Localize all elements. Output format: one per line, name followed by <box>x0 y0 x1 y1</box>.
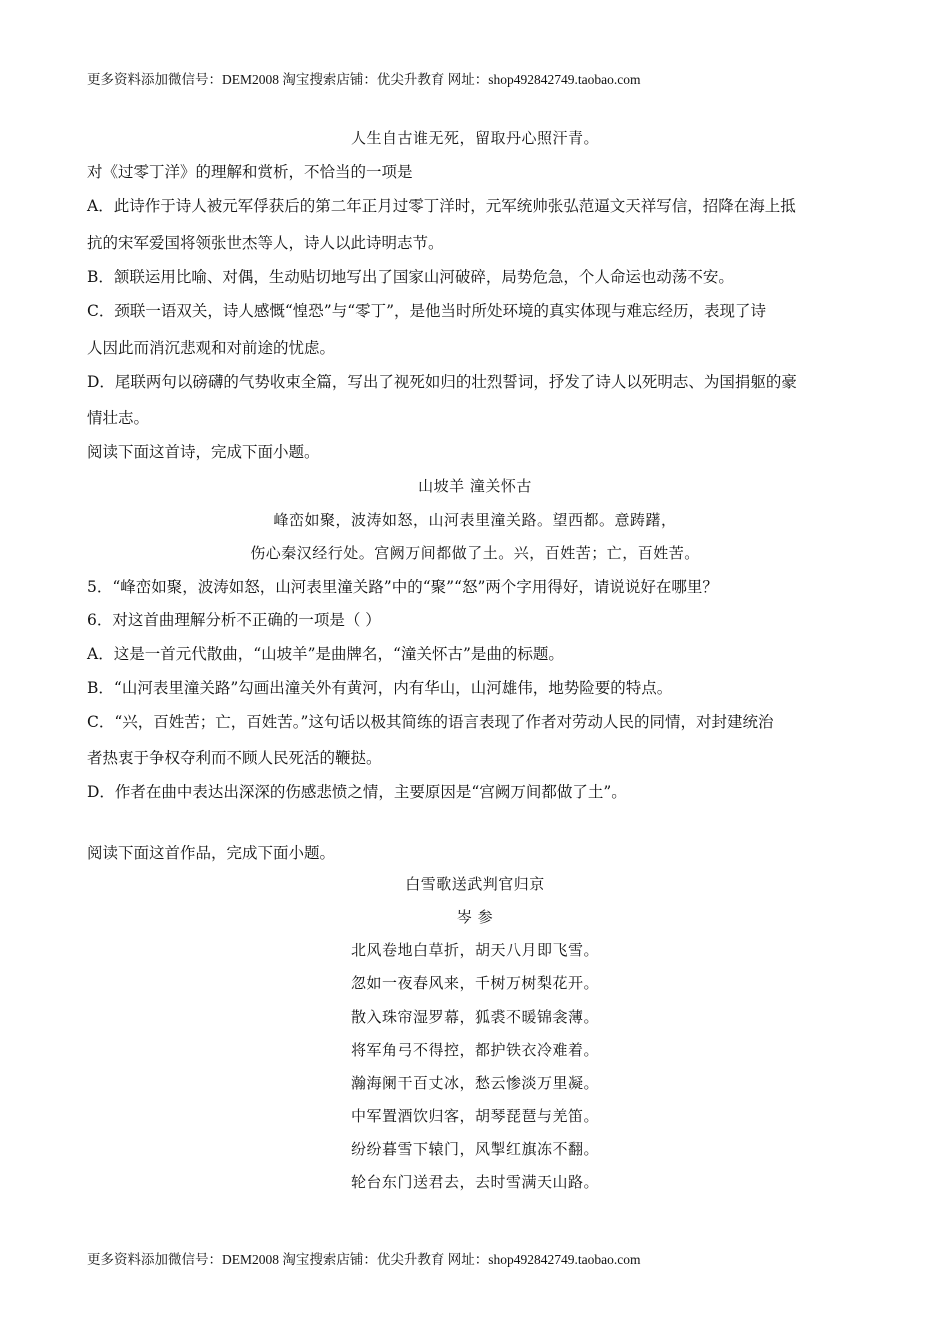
poem3-title: 白雪歌送武判官归京 <box>405 875 545 893</box>
page-footer: 更多资料添加微信号：DEM2008 淘宝搜索店铺：优尖升教育 网址：shop492842749.taobao.com <box>87 1252 641 1267</box>
poem3-author: 岑 参 <box>456 908 494 926</box>
option-a-line-1: A．此诗作于诗人被元军俘获后的第二年正月过零丁洋时，元军统帅张弘范逼文天祥写信，招降在海上抵 <box>87 197 796 215</box>
poem-last-line: 人生自古谁无死，留取丹心照汗青。 <box>350 129 599 147</box>
poem3-line: 轮台东门送君去，去时雪满天山路。 <box>350 1173 599 1191</box>
poem3-line: 忽如一夜春风来，千树万树梨花开。 <box>350 974 599 992</box>
q6-option-c-line-2: 者热衷于争权夺利而不顾人民死活的鞭挞。 <box>87 749 382 767</box>
option-a-line-2: 抗的宋军爱国将领张世杰等人，诗人以此诗明志节。 <box>87 234 444 252</box>
q6-option-a: A．这是一首元代散曲，“山坡羊”是曲牌名，“潼关怀古”是曲的标题。 <box>87 645 564 663</box>
q6-option-d: D．作者在曲中表达出深深的伤感悲愤之情，主要原因是“宫阙万间都做了土”。 <box>87 783 627 801</box>
poem3-line: 散入珠帘湿罗幕，狐裘不暖锦衾薄。 <box>350 1008 599 1026</box>
poem3-line: 纷纷暮雪下辕门，风掣红旗冻不翻。 <box>350 1140 599 1158</box>
option-c-line-1: C．颈联一语双关，诗人感慨“惶恐”与“零丁”，是他当时所处环境的真实体现与难忘经历，表现了诗 <box>87 302 767 320</box>
poem3-line: 瀚海阑干百丈冰，愁云惨淡万里凝。 <box>350 1074 599 1092</box>
page-header: 更多资料添加微信号：DEM2008 淘宝搜索店铺：优尖升教育 网址：shop492842749.taobao.com <box>87 72 641 87</box>
question-5: 5．“峰峦如聚，波涛如怒，山河表里潼关路”中的“聚”“怒”两个字用得好，请说说好在哪里？ <box>87 578 718 596</box>
poem3-line: 将军角弓不得控，都护铁衣冷难着。 <box>350 1041 599 1059</box>
section2-intro: 阅读下面这首诗，完成下面小题。 <box>87 443 320 461</box>
poem3-line: 北风卷地白草折，胡天八月即飞雪。 <box>350 941 599 959</box>
option-d-line-2: 情壮志。 <box>87 409 150 427</box>
section3-intro: 阅读下面这首作品，完成下面小题。 <box>87 844 336 862</box>
option-b: B．颔联运用比喻、对偶，生动贴切地写出了国家山河破碎，局势危急，个人命运也动荡不安。 <box>87 268 734 286</box>
q6-option-b: B．“山河表里潼关路”勾画出潼关外有黄河，内有华山，山河雄伟，地势险要的特点。 <box>87 679 673 697</box>
poem-line-1: 峰峦如聚，波涛如怒，山河表里潼关路。望西都。意踌躇， <box>273 511 677 529</box>
poem-line-2: 伤心秦汉经行处。宫阙万间都做了土。兴，百姓苦；亡，百姓苦。 <box>250 544 700 562</box>
poem-title: 山坡羊 潼关怀古 <box>418 477 532 495</box>
option-d-line-1: D．尾联两句以磅礴的气势收束全篇，写出了视死如归的壮烈誓词，抒发了诗人以死明志、为国捐躯的豪 <box>87 373 797 391</box>
poem3-line: 中军置酒饮归客，胡琴琵琶与羌笛。 <box>350 1107 599 1125</box>
question-text: 对《过零丁洋》的理解和赏析，不恰当的一项是 <box>87 163 413 181</box>
q6-option-c-line-1: C．“兴，百姓苦；亡，百姓苦。”这句话以极其简练的语言表现了作者对劳动人民的同情，对封建统治 <box>87 713 774 731</box>
option-c-line-2: 人因此而消沉悲观和对前途的忧虑。 <box>87 339 336 357</box>
question-6: 6．对这首曲理解分析不正确的一项是（ ） <box>87 611 381 629</box>
